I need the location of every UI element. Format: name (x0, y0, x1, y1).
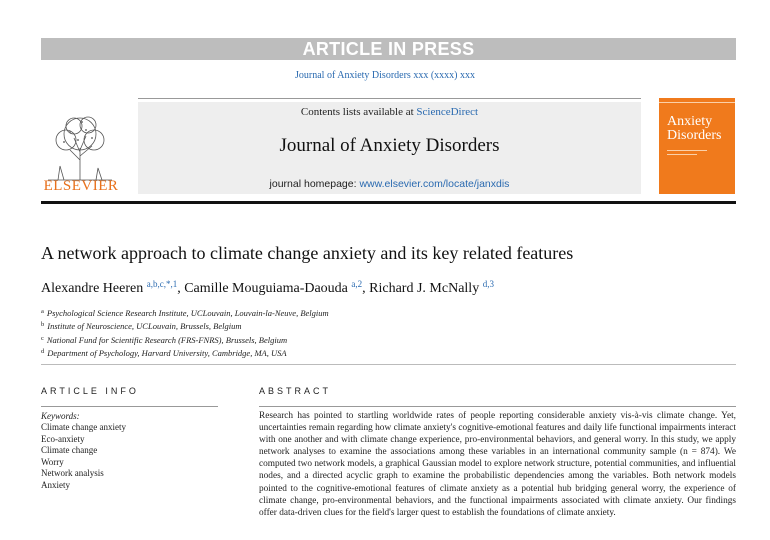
abstract-rule (259, 406, 736, 407)
masthead-top-rule (138, 98, 641, 99)
article-in-press-banner: ARTICLE IN PRESS (41, 38, 736, 60)
author-separator: , (177, 281, 185, 296)
sciencedirect-link[interactable]: ScienceDirect (416, 106, 479, 118)
keyword-item: Anxiety (41, 479, 70, 490)
journal-homepage-link[interactable]: www.elsevier.com/locate/janxdis (359, 178, 510, 190)
author-marks[interactable]: a,b,c,*,1 (146, 279, 178, 289)
contents-available-line (138, 106, 641, 118)
keywords-list (41, 422, 126, 492)
journal-cover-thumbnail[interactable] (659, 98, 735, 194)
affiliation-letter: b (41, 321, 45, 329)
abstract-text: Research has pointed to startling worldwide rates of people reporting considerable anxiety vis-à-vis climate change. Yet, uncertainties remain regarding how climate anxiety's cognitive-emotional features and daily life functional impairments interact with one another and with climate change experience, pro-environmental behaviors, and general worry. In this study, we apply network analyses to examine the associations among these variables in an international community sample (n = 874). We computed two network models, a graphical Gaussian model to explore network structure, potential communities, and influential nodes, and a directed acyclic graph to examine the probabilistic dependencies among the variables. Both network models pointed to the cognitive-emotional features of climate anxiety as a potential hub bridging general worry, the experience of climate change, pro-environmental behaviors, and the functional impairments associated with climate anxiety. Our findings offer data-driven clues for the field's larger quest to establish the foundations of climate anxiety. (259, 411, 736, 518)
abstract-heading: ABSTRACT (259, 386, 332, 396)
author-name[interactable]: Richard J. McNally (369, 281, 480, 296)
article-title: A network approach to climate change anxiety and its key related features (41, 243, 574, 263)
affiliation-text: Psychological Science Research Institute, UCLouvain, Louvain-la-Neuve, Belgium (46, 308, 329, 318)
homepage-prefix: journal homepage: (269, 178, 360, 190)
affiliation-item (41, 306, 329, 319)
journal-homepage-line (138, 178, 641, 190)
section-divider (41, 364, 736, 365)
affiliation-text: National Fund for Scientific Research (FRS-FNRS), Brussels, Belgium (46, 334, 288, 345)
author-name[interactable]: Alexandre Heeren (41, 281, 144, 296)
elsevier-wordmark: ELSEVIER (43, 178, 119, 194)
journal-masthead-box (138, 102, 641, 194)
affiliation-list (41, 306, 329, 359)
keywords-label: Keywords: (41, 411, 80, 421)
cover-title-line1: Anxiety (667, 114, 713, 129)
author-name[interactable]: Camille Mouguiama-Daouda (184, 281, 348, 296)
article-info-heading: ARTICLE INFO (41, 386, 139, 396)
cover-stripe (659, 102, 735, 103)
cover-decor-line (667, 154, 697, 155)
affiliation-letter: a (41, 308, 44, 315)
affiliation-text: Institute of Neuroscience, UCLouvain, Brussels, Belgium (47, 321, 242, 332)
keyword-item: Eco-anxiety (41, 433, 85, 444)
affiliation-item (41, 333, 329, 346)
journal-reference-link[interactable]: Journal of Anxiety Disorders xxx (xxxx) xxx (295, 70, 475, 81)
affiliation-letter: c (41, 334, 44, 342)
article-info-rule (41, 406, 218, 407)
keyword-item: Climate change (41, 445, 98, 456)
keyword-item: Network analysis (41, 468, 104, 479)
author-marks[interactable]: d,3 (482, 279, 494, 289)
affiliation-item (41, 319, 329, 332)
cover-title-line2: Disorders (667, 128, 722, 143)
keyword-item: Climate change anxiety (41, 422, 126, 432)
affiliation-item (41, 346, 329, 359)
journal-title: Journal of Anxiety Disorders (279, 135, 500, 156)
cover-decor-line (667, 150, 707, 151)
keyword-item: Worry (41, 456, 64, 467)
masthead-bottom-rule (41, 201, 736, 204)
contents-prefix: Contents lists available at (300, 106, 417, 118)
affiliation-letter: d (41, 347, 45, 355)
affiliation-text: Department of Psychology, Harvard University, Cambridge, MA, USA (47, 347, 287, 358)
author-list (41, 279, 494, 297)
author-separator: , (362, 281, 370, 296)
author-marks[interactable]: a,2 (351, 279, 363, 289)
